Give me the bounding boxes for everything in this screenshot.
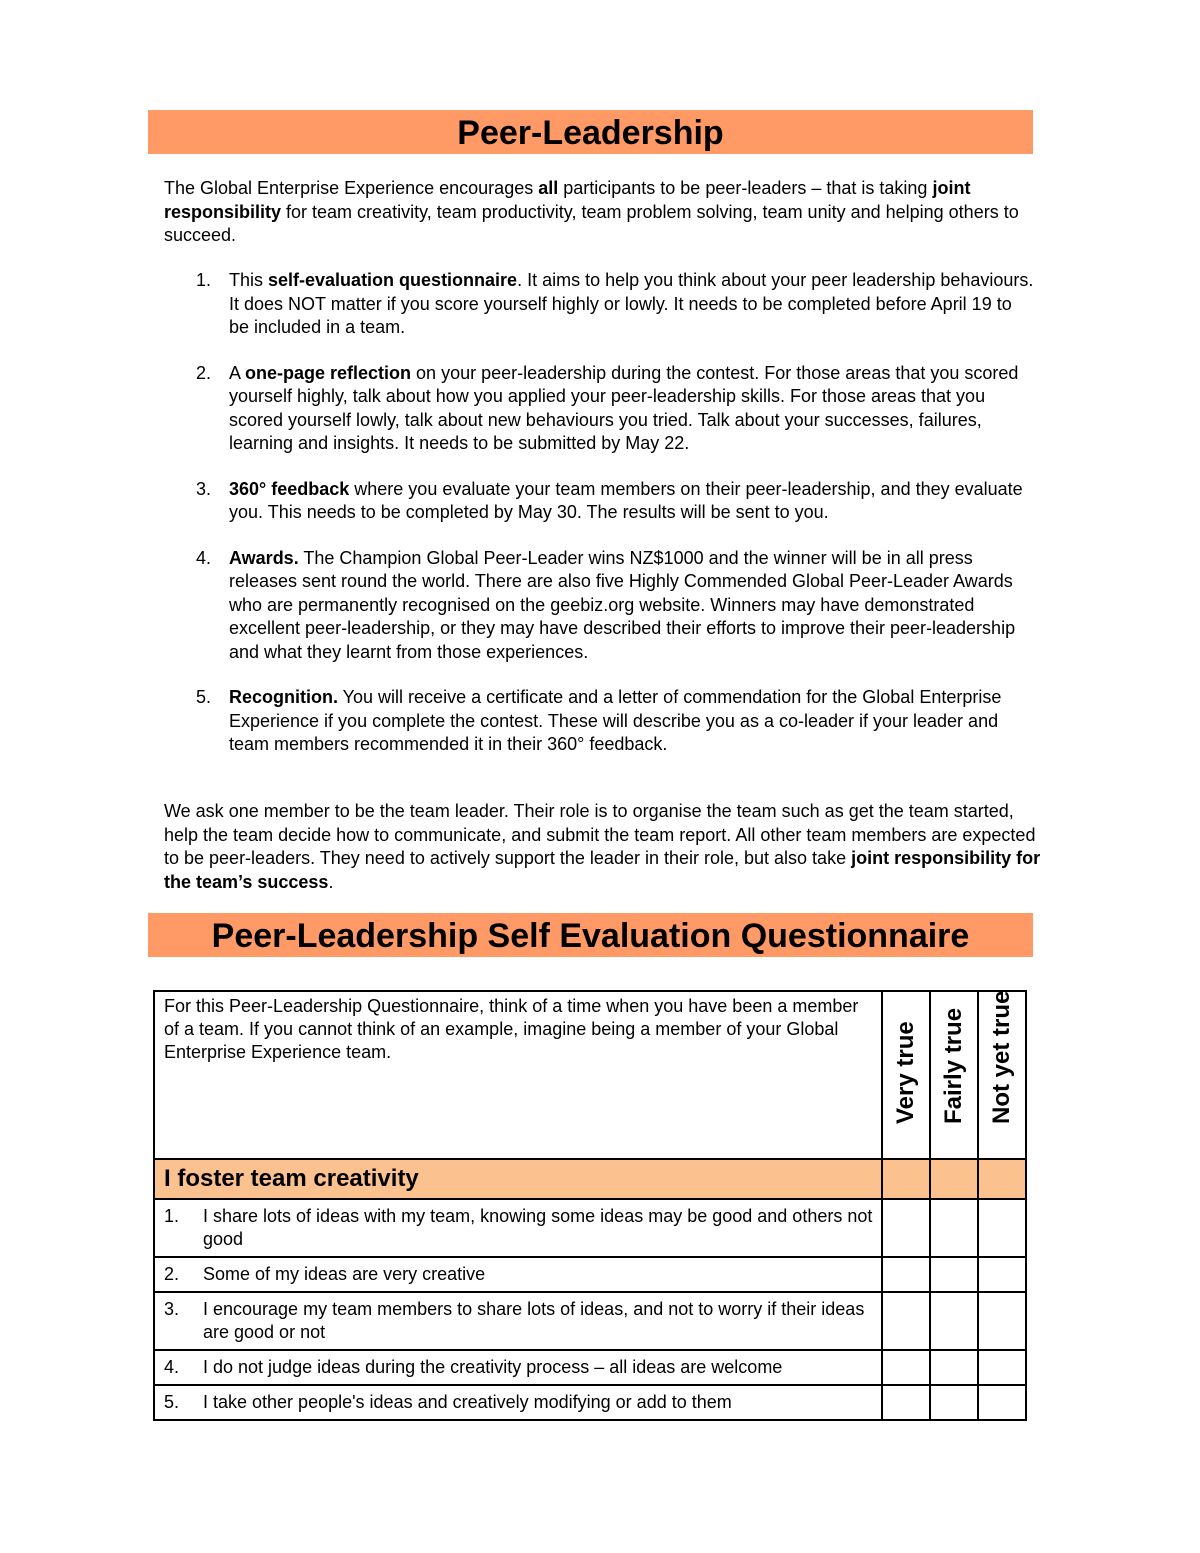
step-text: This — [229, 270, 269, 290]
item-cell — [154, 1350, 882, 1385]
item-cell — [154, 1257, 882, 1292]
section-row — [154, 1159, 1026, 1199]
step-bold: self-evaluation questionnaire — [268, 270, 518, 290]
step-item — [164, 478, 1034, 525]
column-header — [930, 991, 978, 1159]
questionnaire-title: Peer-Leadership Self Evaluation Questionnaire — [211, 917, 970, 955]
intro-bold: joint responsibility — [164, 178, 971, 222]
section-cell — [882, 1159, 930, 1199]
column-header — [978, 991, 1026, 1159]
step-text: . It aims to help you think about your peer leadership behaviours. It does NOT matter if you score yourself highly or lowly. It needs to be completed before April 19 to be included in a team. — [229, 270, 1034, 337]
item-number: 3. — [164, 1299, 180, 1319]
rating-cell-very-true[interactable] — [882, 1350, 930, 1385]
intro-text: The Global Enterprise Experience encourages — [164, 178, 539, 198]
instructions-text: For this Peer-Leadership Questionnaire, think of a time when you have been a member of a team. If you cannot think of an example, imagine being a member of your Global Enterprise Experience team. — [164, 996, 859, 1062]
closing-paragraph — [164, 800, 1044, 894]
item-cell — [154, 1385, 882, 1420]
item-text: Some of my ideas are very creative — [203, 1264, 486, 1284]
item-number: 5. — [164, 1392, 180, 1412]
questionnaire-table — [153, 990, 1027, 1421]
step-item — [164, 269, 1034, 340]
column-header — [882, 991, 930, 1159]
page-title-banner — [148, 110, 1033, 154]
rating-cell-very-true[interactable] — [882, 1385, 930, 1420]
table-row — [154, 1350, 1026, 1385]
rating-cell-not-yet-true[interactable] — [978, 1257, 1026, 1292]
step-text: The Champion Global Peer-Leader wins NZ$1000 and the winner will be in all press releases sent round the world. There are also five Highly Commended Global Peer-Leader Awards who are permanently recognised on the geebiz.org website. Winners may have demonstrated excellent peer-leadership, or they may have described their efforts to improve their peer-leadership and what they learnt from those experiences. — [229, 547, 1016, 662]
rating-cell-not-yet-true[interactable] — [978, 1199, 1026, 1257]
rating-cell-not-yet-true[interactable] — [978, 1292, 1026, 1350]
section-cell — [978, 1159, 1026, 1199]
step-bold: 360° feedback — [229, 478, 350, 499]
rating-cell-very-true[interactable] — [882, 1292, 930, 1350]
header-row — [154, 991, 1026, 1159]
item-number: 1. — [164, 1206, 180, 1226]
rating-cell-fairly-true[interactable] — [930, 1350, 978, 1385]
item-number: 4. — [164, 1357, 180, 1377]
item-cell — [154, 1292, 882, 1350]
step-number: 2. — [196, 362, 212, 383]
step-text: on your peer-leadership during the contest. For those areas that you scored yourself highly, talk about how you applied your peer-leadership skills. For those areas that you scored yourself lowly, talk about new behaviours you tried. Talk about your successes, failures, learning and insights. It needs to be submitted by May 22. — [229, 362, 1019, 453]
step-bold: one-page reflection — [245, 362, 412, 383]
item-text: I encourage my team members to share lots of ideas, and not to worry if their ideas are good or not — [203, 1299, 865, 1342]
step-item — [164, 362, 1034, 456]
step-text: You will receive a certificate and a letter of commendation for the Global Enterprise Experience if you complete the contest. These will describe you as a co-leader if your leader and team members recommended it in their 360° feedback. — [229, 687, 1002, 754]
intro-text: participants to be peer-leaders – that is taking — [558, 178, 933, 198]
table-row — [154, 1292, 1026, 1350]
step-number: 3. — [196, 478, 212, 499]
item-text: I share lots of ideas with my team, knowing some ideas may be good and others not good — [203, 1206, 873, 1249]
steps-list — [164, 269, 1034, 779]
column-label-very-true: Very true — [892, 1021, 919, 1124]
table-row — [154, 1385, 1026, 1420]
section-cell — [930, 1159, 978, 1199]
rating-cell-not-yet-true[interactable] — [978, 1350, 1026, 1385]
step-item — [164, 686, 1034, 757]
rating-cell-not-yet-true[interactable] — [978, 1385, 1026, 1420]
step-number: 5. — [196, 687, 212, 707]
column-label-fairly-true: Fairly true — [940, 1007, 967, 1124]
table-row — [154, 1257, 1026, 1292]
rating-cell-fairly-true[interactable] — [930, 1385, 978, 1420]
intro-bold: all — [538, 178, 559, 198]
rating-cell-very-true[interactable] — [882, 1257, 930, 1292]
instructions-cell — [154, 991, 882, 1159]
section-heading: I foster team creativity — [154, 1159, 882, 1199]
questionnaire-title-banner — [148, 913, 1033, 957]
rating-cell-fairly-true[interactable] — [930, 1199, 978, 1257]
item-text: I take other people's ideas and creatively modifying or add to them — [203, 1392, 732, 1412]
intro-text: for team creativity, team productivity, team problem solving, team unity and helping others to succeed. — [164, 201, 1019, 245]
step-number: 4. — [196, 547, 212, 568]
intro-paragraph — [164, 177, 1036, 248]
closing-bold: joint responsibility for the team’s success — [164, 848, 1041, 892]
step-bold: Awards. — [229, 547, 299, 568]
page-title: Peer-Leadership — [457, 114, 724, 152]
step-text: A — [229, 362, 246, 383]
rating-cell-fairly-true[interactable] — [930, 1257, 978, 1292]
closing-text: We ask one member to be the team leader. Their role is to organise the team such as get the team started, help the team decide how to communicate, and submit the team report. All other team members are expected to be peer-leaders. They need to actively support the leader in their role, but also take — [164, 801, 1036, 868]
table-row — [154, 1199, 1026, 1257]
column-label-not-yet-true: Not yet true — [988, 990, 1015, 1124]
closing-text: . — [328, 871, 334, 892]
step-bold: Recognition. — [229, 687, 338, 707]
step-text: where you evaluate your team members on their peer-leadership, and they evaluate you. This needs to be completed by May 30. The results will be sent to you. — [229, 478, 1023, 522]
rating-cell-very-true[interactable] — [882, 1199, 930, 1257]
item-number: 2. — [164, 1264, 180, 1284]
rating-cell-fairly-true[interactable] — [930, 1292, 978, 1350]
item-cell — [154, 1199, 882, 1257]
step-item — [164, 547, 1034, 665]
item-text: I do not judge ideas during the creativity process – all ideas are welcome — [203, 1357, 783, 1377]
step-number: 1. — [196, 270, 212, 290]
